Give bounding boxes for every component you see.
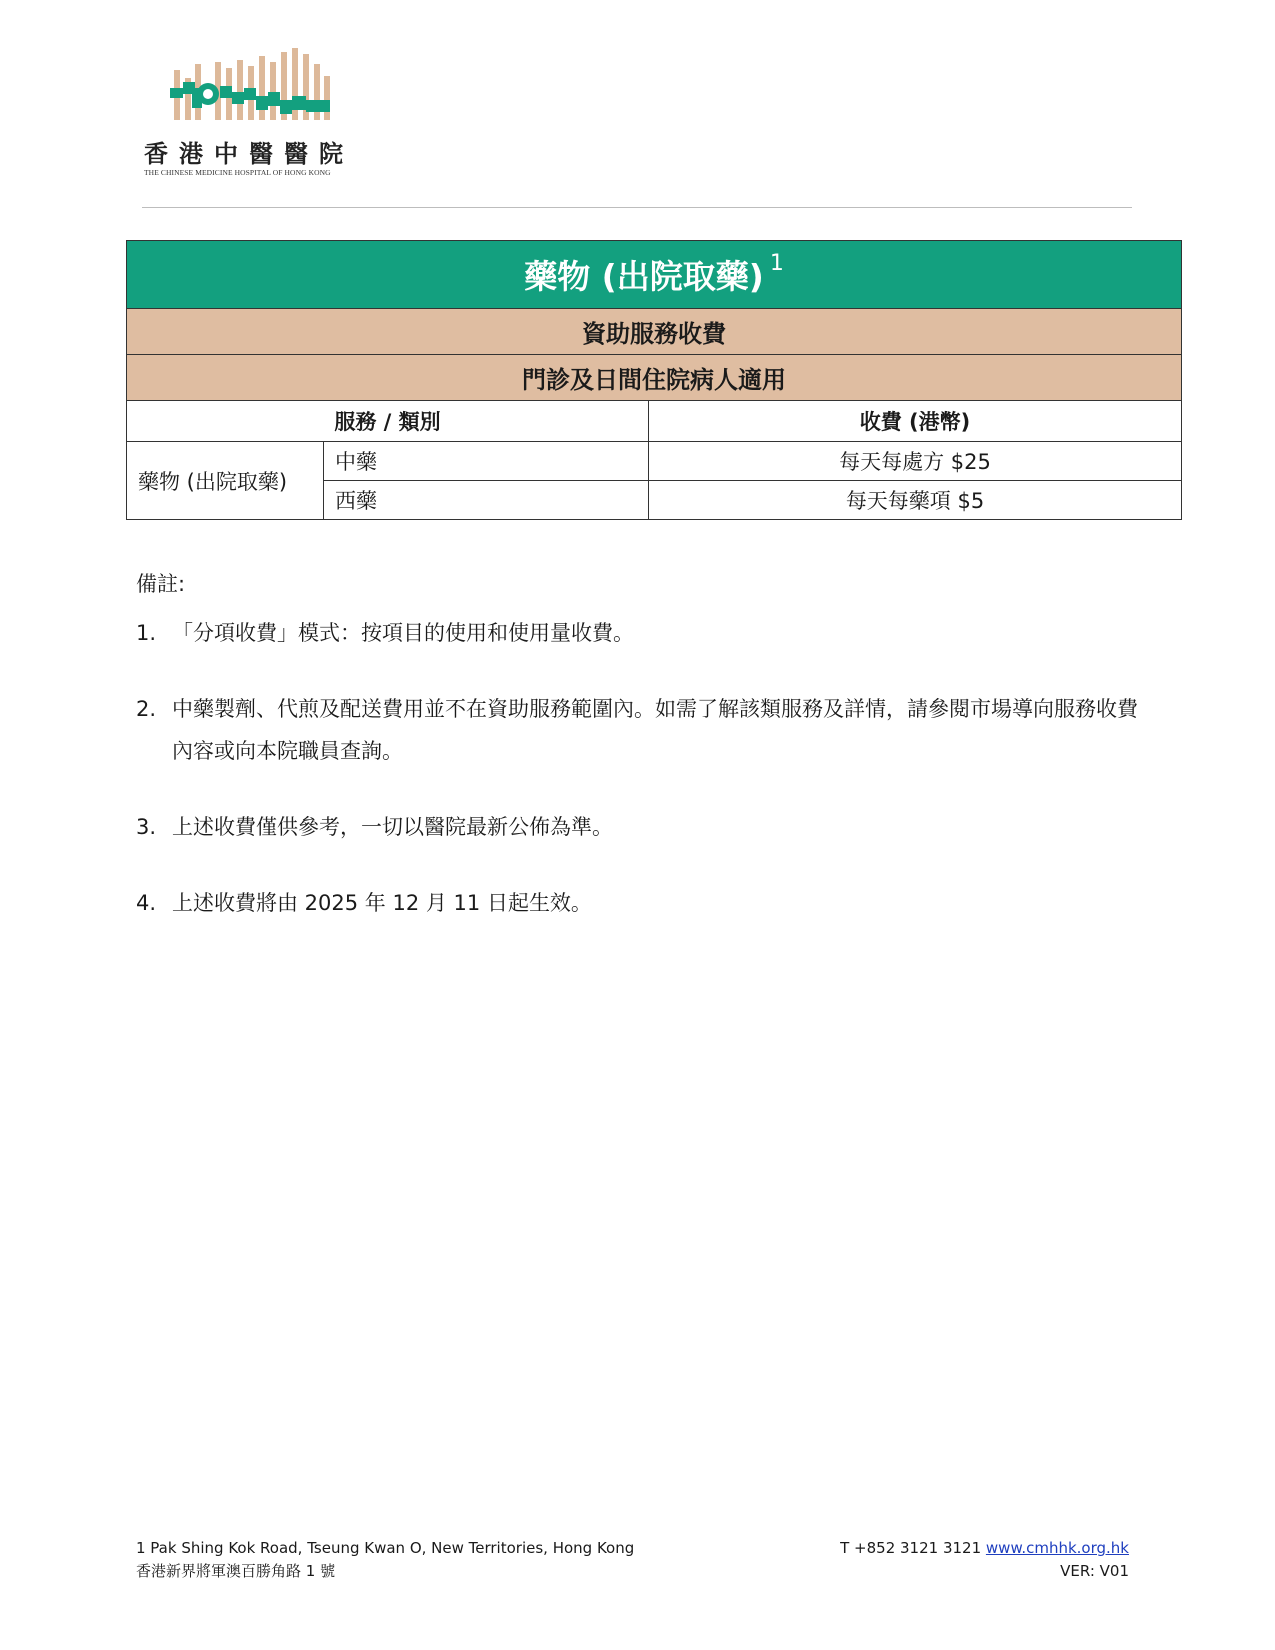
hospital-logo: [140, 48, 370, 183]
table-title-row: [127, 241, 1182, 309]
footnote-marker: 1: [769, 251, 784, 276]
header-service: 服務 / 類別: [127, 401, 649, 442]
header-divider: [142, 207, 1132, 208]
note-number: 3.: [136, 815, 157, 839]
note-item: [136, 806, 1156, 848]
note-text: 上述收費僅供參考，一切以醫院最新公佈為準。: [172, 815, 613, 839]
type-cell: 西藥: [324, 481, 649, 520]
footer-address: [136, 1537, 634, 1583]
table-row: [127, 442, 1182, 481]
address-en: 1 Pak Shing Kok Road, Tseung Kwan O, New Territories, Hong Kong: [136, 1539, 635, 1557]
contact-line: [840, 1537, 1129, 1560]
logo-bars-icon: [168, 48, 343, 130]
footer-contact: [840, 1537, 1129, 1583]
website-link[interactable]: www.cmhhk.org.hk: [985, 1539, 1129, 1557]
fee-cell: 每天每藥項 $5: [649, 481, 1182, 520]
type-cell: 中藥: [324, 442, 649, 481]
note-item: [136, 688, 1156, 772]
table-header-row: [127, 401, 1182, 442]
table-applicable: 門診及日間住院病人適用: [127, 355, 1182, 401]
address-zh: 香港新界將軍澳百勝角路 1 號: [136, 1562, 336, 1580]
logo-name-zh: 香港中醫醫院: [144, 139, 354, 168]
note-number: 2.: [136, 697, 157, 721]
note-text: 中藥製劑、代煎及配送費用並不在資助服務範圍內。如需了解該類服務及詳情，請參閱市場導向服務收費內容或向本院職員查詢。: [172, 697, 1138, 763]
note-item: [136, 612, 1156, 654]
logo-name-en: THE CHINESE MEDICINE HOSPITAL OF HONG KONG: [144, 168, 331, 177]
note-number: 4.: [136, 891, 157, 915]
phone-number: T +852 3121 3121: [840, 1539, 982, 1557]
table-title-text: 藥物 (出院取藥): [524, 257, 764, 296]
note-text: 上述收費將由 2025 年 12 月 11 日起生效。: [172, 891, 592, 915]
note-number: 1.: [136, 621, 157, 645]
table-subtitle: 資助服務收費: [127, 309, 1182, 355]
fee-cell: 每天每處方 $25: [649, 442, 1182, 481]
note-text: 「分項收費」模式：按項目的使用和使用量收費。: [172, 621, 634, 645]
notes-list: [136, 612, 1156, 924]
notes-section: [136, 568, 1156, 958]
version-label: VER: V01: [1060, 1562, 1129, 1580]
table-subtitle-row: [127, 309, 1182, 355]
table-applicable-row: [127, 355, 1182, 401]
header-fee: 收費 (港幣): [649, 401, 1182, 442]
notes-title: 備註:: [136, 572, 186, 596]
fee-table: [126, 240, 1182, 520]
note-item: [136, 882, 1156, 924]
table-title: [127, 241, 1182, 309]
category-cell: 藥物 (出院取藥): [127, 442, 324, 520]
